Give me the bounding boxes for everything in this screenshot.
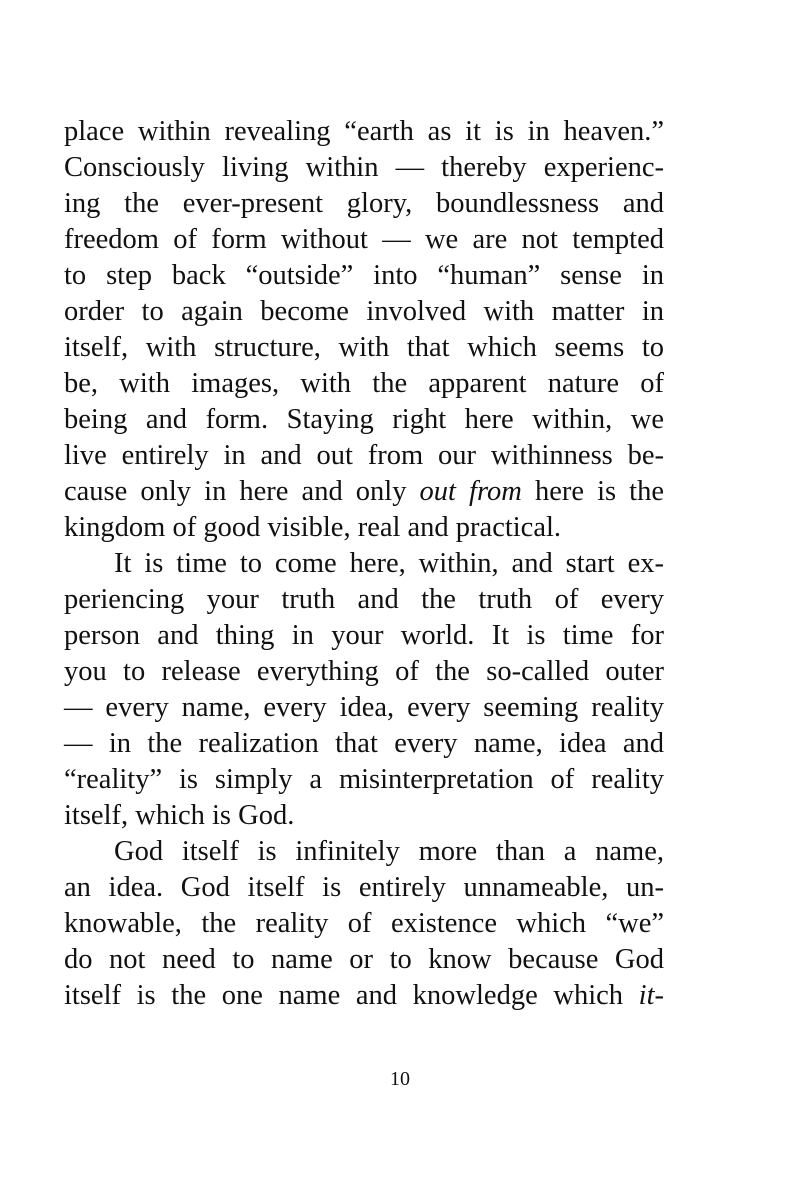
text-line: [64, 402, 664, 438]
text-run: “reality” is simply a misinterpretation of reality: [64, 764, 664, 795]
text-run: freedom of form without — we are not tempted: [64, 224, 664, 255]
text-run: itself is the one name and knowledge which: [64, 980, 639, 1011]
text-line: [64, 690, 664, 726]
italic-text: out from: [419, 476, 522, 507]
text-line: [64, 906, 664, 942]
text-run: being and form. Staying right here within, we: [64, 404, 664, 435]
text-line: [64, 222, 664, 258]
text-line: [64, 762, 664, 798]
text-run: an idea. God itself is entirely unnameable, un-: [64, 872, 664, 903]
text-line: [64, 294, 664, 330]
text-line: [64, 366, 664, 402]
text-line: [64, 942, 664, 978]
text-line: [64, 150, 664, 186]
text-line: [64, 546, 664, 582]
text-run: Consciously living within — thereby experienc-: [64, 152, 664, 183]
page-number: 10: [390, 1068, 410, 1090]
text-run: It is time to come here, within, and start ex-: [114, 548, 664, 579]
text-run: to step back “outside” into “human” sense in: [64, 260, 664, 291]
text-run: — every name, every idea, every seeming reality: [64, 692, 664, 723]
text-run: itself, with structure, with that which seems to: [64, 332, 664, 363]
text-run: — in the realization that every name, idea and: [64, 728, 664, 759]
text-run: ing the ever-present glory, boundlessness and: [64, 188, 664, 219]
text-line: [64, 870, 664, 906]
text-run: do not need to name or to know because God: [64, 944, 664, 975]
text-run: live entirely in and out from our withinness be-: [64, 440, 664, 471]
text-line: [64, 618, 664, 654]
text-line: [64, 330, 664, 366]
italic-text: it: [638, 980, 655, 1011]
text-run: order to again become involved with matter in: [64, 296, 664, 327]
text-line: [64, 186, 664, 222]
text-run: place within revealing “earth as it is in heaven.”: [64, 116, 664, 147]
text-run: knowable, the reality of existence which “we”: [64, 908, 664, 939]
text-run: periencing your truth and the truth of every: [64, 584, 664, 615]
text-run: kingdom of good visible, real and practical.: [64, 512, 562, 543]
text-line: [64, 474, 664, 510]
text-run: -: [654, 980, 664, 1011]
text-run: be, with images, with the apparent nature of: [64, 368, 664, 399]
text-run: you to release everything of the so-called outer: [64, 656, 664, 687]
text-run: here is the: [521, 476, 664, 507]
text-run: God itself is infinitely more than a name,: [114, 836, 664, 867]
text-line: [64, 582, 664, 618]
text-line: [64, 510, 664, 546]
text-line: [64, 978, 664, 1014]
text-run: itself, which is God.: [64, 800, 295, 831]
text-line: [64, 834, 664, 870]
text-run: person and thing in your world. It is time for: [64, 620, 664, 651]
text-line: [64, 654, 664, 690]
text-run: cause only in here and only: [64, 476, 420, 507]
text-line: [64, 258, 664, 294]
text-line: [64, 438, 664, 474]
body-text: [64, 114, 664, 1014]
text-line: [64, 726, 664, 762]
text-line: [64, 114, 664, 150]
text-line: [64, 798, 664, 834]
